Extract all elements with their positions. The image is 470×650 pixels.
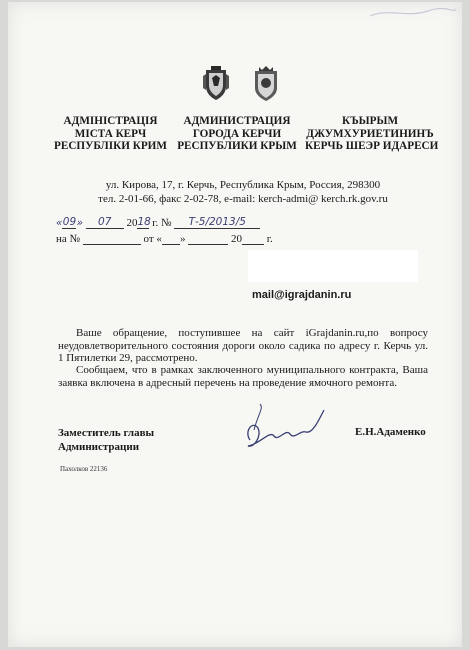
incoming-year-blank bbox=[242, 232, 264, 245]
date-year-handwritten: 18 bbox=[137, 216, 151, 228]
incoming-month-blank bbox=[188, 232, 228, 245]
date-day: 09 bbox=[62, 216, 77, 228]
emblems bbox=[196, 64, 306, 104]
header-ct-line1: КЪЫРЫМ bbox=[341, 115, 399, 127]
signatory-title bbox=[58, 426, 154, 454]
header-ru-line2: ГОРОДА КЕРЧИ bbox=[192, 127, 282, 140]
executor-note: Пахолков 22136 bbox=[60, 465, 108, 473]
header-ua-line2: МІСТА КЕРЧ bbox=[74, 127, 147, 140]
contact-line: тел. 2-01-66, факс 2-02-78, e-mail: kerch-admi@ kerch.rk.gov.ru bbox=[98, 193, 388, 205]
header-ru-line1: АДМИНИСТРАЦИЯ bbox=[183, 115, 291, 127]
body-paragraph-1: Ваше обращение, поступившее на сайт iGrajdanin.ru,по вопросу неудовлетворительного состояния дороги около садика по адресу г. Керчь ул. 1 Пятилетки 29, рассмотрено. bbox=[58, 327, 428, 365]
outgoing-number: Т-5/2013/5 bbox=[174, 216, 260, 229]
signatory-title-line1: Заместитель главы bbox=[58, 427, 155, 439]
incoming-year-prefix: 20 bbox=[230, 233, 242, 245]
signatory-name: Е.Н.Адаменко bbox=[355, 426, 426, 438]
signatory-title-line2: Администрации bbox=[58, 441, 140, 453]
corner-stamp-mark bbox=[368, 6, 458, 20]
handwritten-signature bbox=[236, 400, 331, 458]
incoming-date-quote-close: » bbox=[179, 233, 186, 245]
outgoing-number-label: г. № bbox=[152, 217, 172, 229]
header-russian bbox=[173, 115, 301, 153]
date-month: 07 bbox=[86, 216, 124, 229]
letter-page bbox=[8, 2, 462, 647]
date-quote-open: « bbox=[56, 217, 63, 229]
crimea-coat-of-arms-icon bbox=[202, 64, 230, 102]
redacted-recipient-block bbox=[248, 250, 418, 282]
incoming-year-suffix: г. bbox=[266, 233, 273, 245]
header-crimean-tatar bbox=[305, 115, 439, 153]
address-line: ул. Кирова, 17, г. Керчь, Республика Крым, Россия, 298300 bbox=[105, 179, 381, 191]
incoming-date-label: от « bbox=[143, 233, 162, 245]
kerch-coat-of-arms-icon bbox=[252, 64, 280, 102]
header-ct-line2: ДЖУМХУРИЕТИНИНЪ bbox=[306, 127, 434, 140]
body-paragraph-2: Сообщаем, что в рамках заключенного муниципального контракта, Ваша заявка включена в адресный перечень на проведение ямочного ремонта. bbox=[58, 364, 428, 389]
header-ru-line3: РЕСПУБЛИКИ КРЫМ bbox=[177, 140, 297, 152]
header-ct-line3: КЕРЧЬ ШЕЭР ИДАРЕСИ bbox=[305, 140, 439, 152]
header-ua-line1: АДМІНІСТРАЦІЯ bbox=[63, 115, 158, 127]
date-year-prefix: 20 bbox=[126, 217, 138, 229]
incoming-reference-line bbox=[56, 232, 273, 245]
header-ua-line3: РЕСПУБЛІКИ КРИМ bbox=[54, 140, 167, 152]
incoming-day-blank bbox=[162, 232, 180, 245]
header-ukrainian bbox=[48, 115, 173, 153]
incoming-number-blank bbox=[83, 232, 141, 245]
incoming-number-label: на № bbox=[56, 233, 81, 245]
date-quote-close: » bbox=[76, 217, 83, 229]
outgoing-registration-line bbox=[56, 216, 260, 229]
recipient-email: mail@igrajdanin.ru bbox=[252, 289, 352, 301]
